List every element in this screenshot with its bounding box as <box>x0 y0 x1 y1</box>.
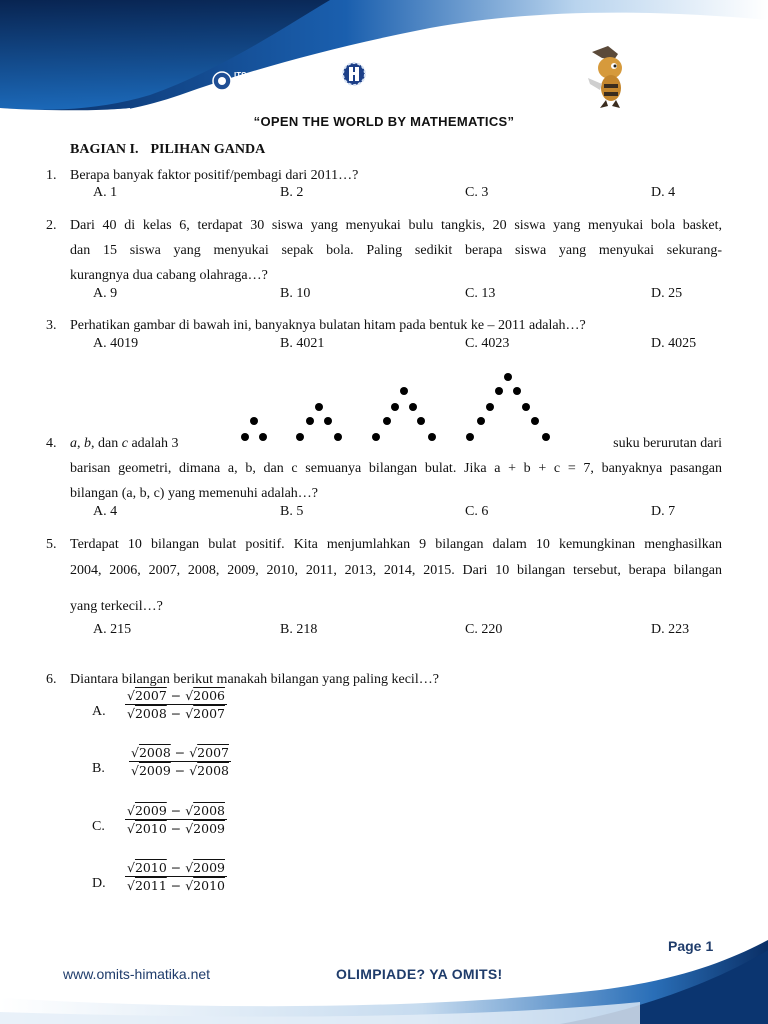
question-number: 3. <box>46 318 57 333</box>
radicand: 2006 <box>193 688 225 703</box>
himatika-logo <box>340 60 368 88</box>
sep-1: , <box>77 436 84 451</box>
numerator: √2008 − √2007 <box>131 745 229 760</box>
question-text-line-3: kurangnya dua cabang olahraga…? <box>70 268 268 283</box>
fraction <box>125 803 227 836</box>
option-d: D. 223 <box>651 622 690 637</box>
question-text-line-1: Terdapat 10 bilangan bulat positif. Kita menjumlahkan 9 bilangan dalam 10 kemungkinan menghasilkan <box>70 537 722 552</box>
radicand: 2008 <box>197 763 229 778</box>
question-1-options <box>93 185 733 203</box>
page-number-value: 1 <box>705 938 714 954</box>
radicand: 2007 <box>193 706 225 721</box>
option-d: D. 25 <box>651 286 683 301</box>
question-3 <box>40 318 722 338</box>
sep-2: , dan <box>91 436 122 451</box>
denominator: √2008 − √2007 <box>127 706 225 721</box>
var-b: b <box>84 436 91 451</box>
question-text-line-3: yang terkecil…? <box>70 599 163 614</box>
denominator: √2011 − √2010 <box>127 878 225 893</box>
radicand: 2010 <box>134 821 167 836</box>
radicand: 2009 <box>193 860 225 875</box>
option-letter: C. <box>92 819 105 834</box>
question-4 <box>40 436 722 506</box>
question-text: Diantara bilangan berikut manakah bilangan yang paling kecil…? <box>70 672 439 687</box>
option-c: C. 13 <box>465 286 496 301</box>
option-b: B. 10 <box>280 286 311 301</box>
option-c: C. 3 <box>465 185 489 200</box>
radicand: 2007 <box>197 745 229 760</box>
option-a: A. 215 <box>93 622 132 637</box>
section-number: BAGIAN I. <box>70 142 139 157</box>
question-text-line-1-start <box>70 436 270 452</box>
option-c: C. 220 <box>465 622 503 637</box>
radicand: 2008 <box>138 745 171 760</box>
page-label: Page <box>668 938 702 954</box>
footer-website-link[interactable]: www.omits-himatika.net <box>63 966 211 982</box>
option-a: A. 4019 <box>93 336 139 351</box>
radicand: 2009 <box>193 821 225 836</box>
radicand: 2008 <box>193 803 225 818</box>
option-a: A. 9 <box>93 286 118 301</box>
question-4-options <box>93 504 733 522</box>
question-5 <box>40 537 722 617</box>
var-a: a <box>70 436 77 451</box>
var-c: c <box>121 436 128 451</box>
section-heading <box>70 142 265 158</box>
question-text-line-1-end: suku berurutan dari <box>613 436 722 451</box>
question-number: 5. <box>46 537 57 552</box>
denominator: √2009 − √2008 <box>131 763 229 778</box>
option-c: C. 4023 <box>465 336 510 351</box>
option-b: B. 2 <box>280 185 304 200</box>
option-a: A. 1 <box>93 185 118 200</box>
footer-slogan: OLIMPIADE? YA OMITS! <box>336 966 503 982</box>
option-c: C. 6 <box>465 504 489 519</box>
question-2 <box>40 218 722 288</box>
question-2-options <box>93 286 733 304</box>
option-b: B. 4021 <box>280 336 325 351</box>
numerator: √2007 − √2006 <box>127 688 225 703</box>
option-d: D. 4 <box>651 185 676 200</box>
numerator: √2010 − √2009 <box>127 860 225 875</box>
question-text-line-2: 2004, 2006, 2007, 2008, 2009, 2010, 2011, 2013, 2014, 2015. Dari 10 bilangan tersebut, berapa bilangan <box>70 563 722 578</box>
question-number: 1. <box>46 168 57 183</box>
question-text-line-3: bilangan (a, b, c) yang memenuhi adalah…? <box>70 486 319 501</box>
question-text: Berapa banyak faktor positif/pembagi dari 2011…? <box>70 168 359 183</box>
pattern-shape-3 <box>372 387 436 441</box>
question-number: 4. <box>46 436 57 451</box>
radicand: 2011 <box>134 878 167 893</box>
numerator: √2009 − √2008 <box>127 803 225 818</box>
its-logo <box>212 68 258 94</box>
radicand: 2008 <box>134 706 167 721</box>
denominator: √2010 − √2009 <box>127 821 225 836</box>
fraction <box>125 860 227 893</box>
page-number <box>668 938 713 954</box>
option-letter: B. <box>92 761 105 776</box>
header-banner <box>0 0 768 130</box>
pattern-shape-4 <box>466 373 550 441</box>
mascot-icon <box>578 44 638 110</box>
radicand: 2009 <box>138 763 171 778</box>
question-text-line-1: Dari 40 di kelas 6, terdapat 30 siswa yang menyukai bulu tangkis, 20 siswa yang menyukai bola basket, <box>70 218 722 233</box>
radicand: 2009 <box>134 803 167 818</box>
question-5-options <box>93 622 733 640</box>
option-d: D. 7 <box>651 504 676 519</box>
question-text-line-2: barisan geometri, dimana a, b, dan c semuanya bilangan bulat. Jika a + b + c = 7, banyaknya pasangan <box>70 461 722 476</box>
option-a: A. 4 <box>93 504 118 519</box>
option-d: D. 4025 <box>651 336 697 351</box>
radicand: 2007 <box>134 688 167 703</box>
its-emblem-icon <box>212 68 258 94</box>
section-title: PILIHAN GANDA <box>150 142 266 157</box>
option-letter: A. <box>92 704 106 719</box>
mascot-image <box>578 44 638 110</box>
radicand: 2010 <box>193 878 225 893</box>
question-number: 2. <box>46 218 57 233</box>
option-b: B. 5 <box>280 504 304 519</box>
line-1-mid: adalah 3 <box>127 436 179 451</box>
fraction <box>129 745 231 778</box>
page-motto: “OPEN THE WORLD BY MATHEMATICS” <box>253 114 515 129</box>
question-3-options <box>93 336 733 354</box>
gear-logo-icon <box>340 60 368 88</box>
radicand: 2010 <box>134 860 167 875</box>
question-number: 6. <box>46 672 57 687</box>
fraction <box>125 688 227 721</box>
question-text-line-2: dan 15 siswa yang menyukai sepak bola. Paling sedikit berapa siswa yang menyukai sekurang- <box>70 243 722 258</box>
its-logo-text: ITS <box>234 71 247 80</box>
option-letter: D. <box>92 876 106 891</box>
question-text: Perhatikan gambar di bawah ini, banyaknya bulatan hitam pada bentuk ke – 2011 adalah…? <box>70 318 586 333</box>
option-b: B. 218 <box>280 622 318 637</box>
